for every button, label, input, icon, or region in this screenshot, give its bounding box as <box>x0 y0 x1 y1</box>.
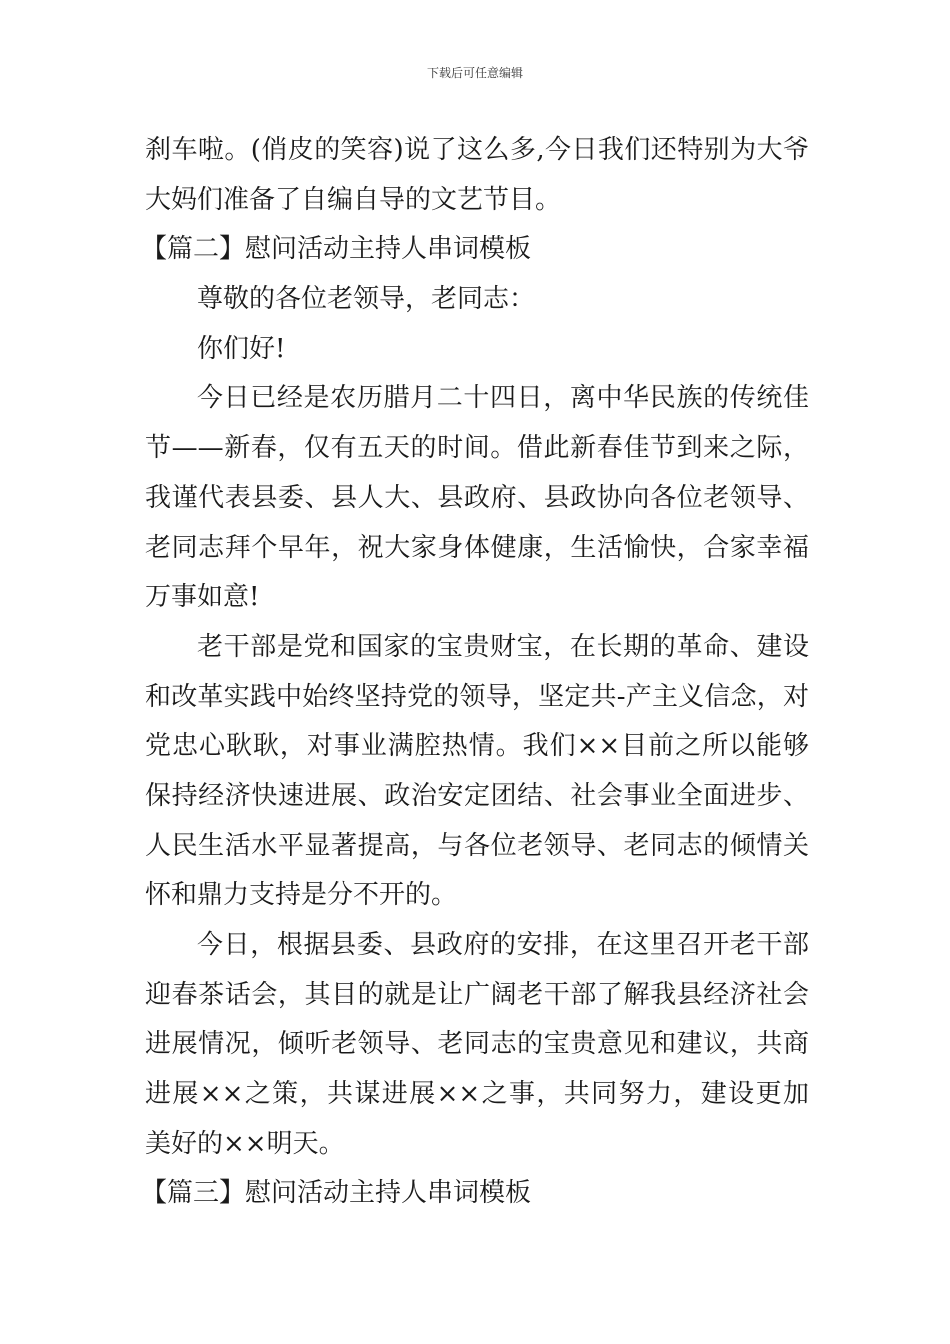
salutation: 尊敬的各位老领导，老同志： <box>197 284 536 315</box>
text-line: 和改革实践中始终坚持党的领导，坚定共-产主义信念，对 <box>145 681 809 712</box>
text-line: 美好的××明天。 <box>145 1128 345 1159</box>
text-line: 迎春茶话会，其目的就是让广阔老干部了解我县经济社会 <box>145 979 809 1010</box>
text-line: 保持经济快速进展、政治安定团结、社会事业全面进步、 <box>145 780 809 811</box>
text-line: 进展××之策，共谋进展××之事，共同努力，建设更加 <box>145 1079 809 1110</box>
text-line: 我谨代表县委、县人大、县政府、县政协向各位老领导、 <box>145 482 809 513</box>
text-line: 今日已经是农历腊月二十四日，离中华民族的传统佳 <box>197 383 809 414</box>
text-line: 怀和鼎力支持是分不开的。 <box>145 880 458 911</box>
section-heading: 【篇三】慰问活动主持人串词模板 <box>141 1178 532 1209</box>
text-line: 老同志拜个早年，祝大家身体健康，生活愉快，合家幸福 <box>145 532 809 563</box>
text-line: 节——新春，仅有五天的时间。借此新春佳节到来之际， <box>145 433 809 464</box>
text-line: 进展情况，倾听老领导、老同志的宝贵意见和建议，共商 <box>145 1029 809 1060</box>
text-line: 老干部是党和国家的宝贵财宝，在长期的革命、建设 <box>197 631 809 662</box>
text-line: 人民生活水平显著提高，与各位老领导、老同志的倾情关 <box>145 830 809 861</box>
text-line: 今日，根据县委、县政府的安排，在这里召开老干部 <box>197 930 809 960</box>
text-line: 刹车啦。(俏皮的笑容)说了这么多,今日我们还特别为大爷 <box>145 135 809 165</box>
text-line: 大妈们准备了自编自导的文艺节目。 <box>145 184 562 215</box>
text-line: 党忠心耿耿，对事业满腔热情。我们××目前之所以能够 <box>145 731 809 762</box>
text-line: 万事如意! <box>145 582 260 613</box>
page-header-note: 下载后可任意编辑 <box>426 66 523 80</box>
greeting: 你们好! <box>197 333 286 364</box>
document-body <box>141 126 809 1219</box>
section-heading: 【篇二】慰问活动主持人串词模板 <box>141 234 532 265</box>
